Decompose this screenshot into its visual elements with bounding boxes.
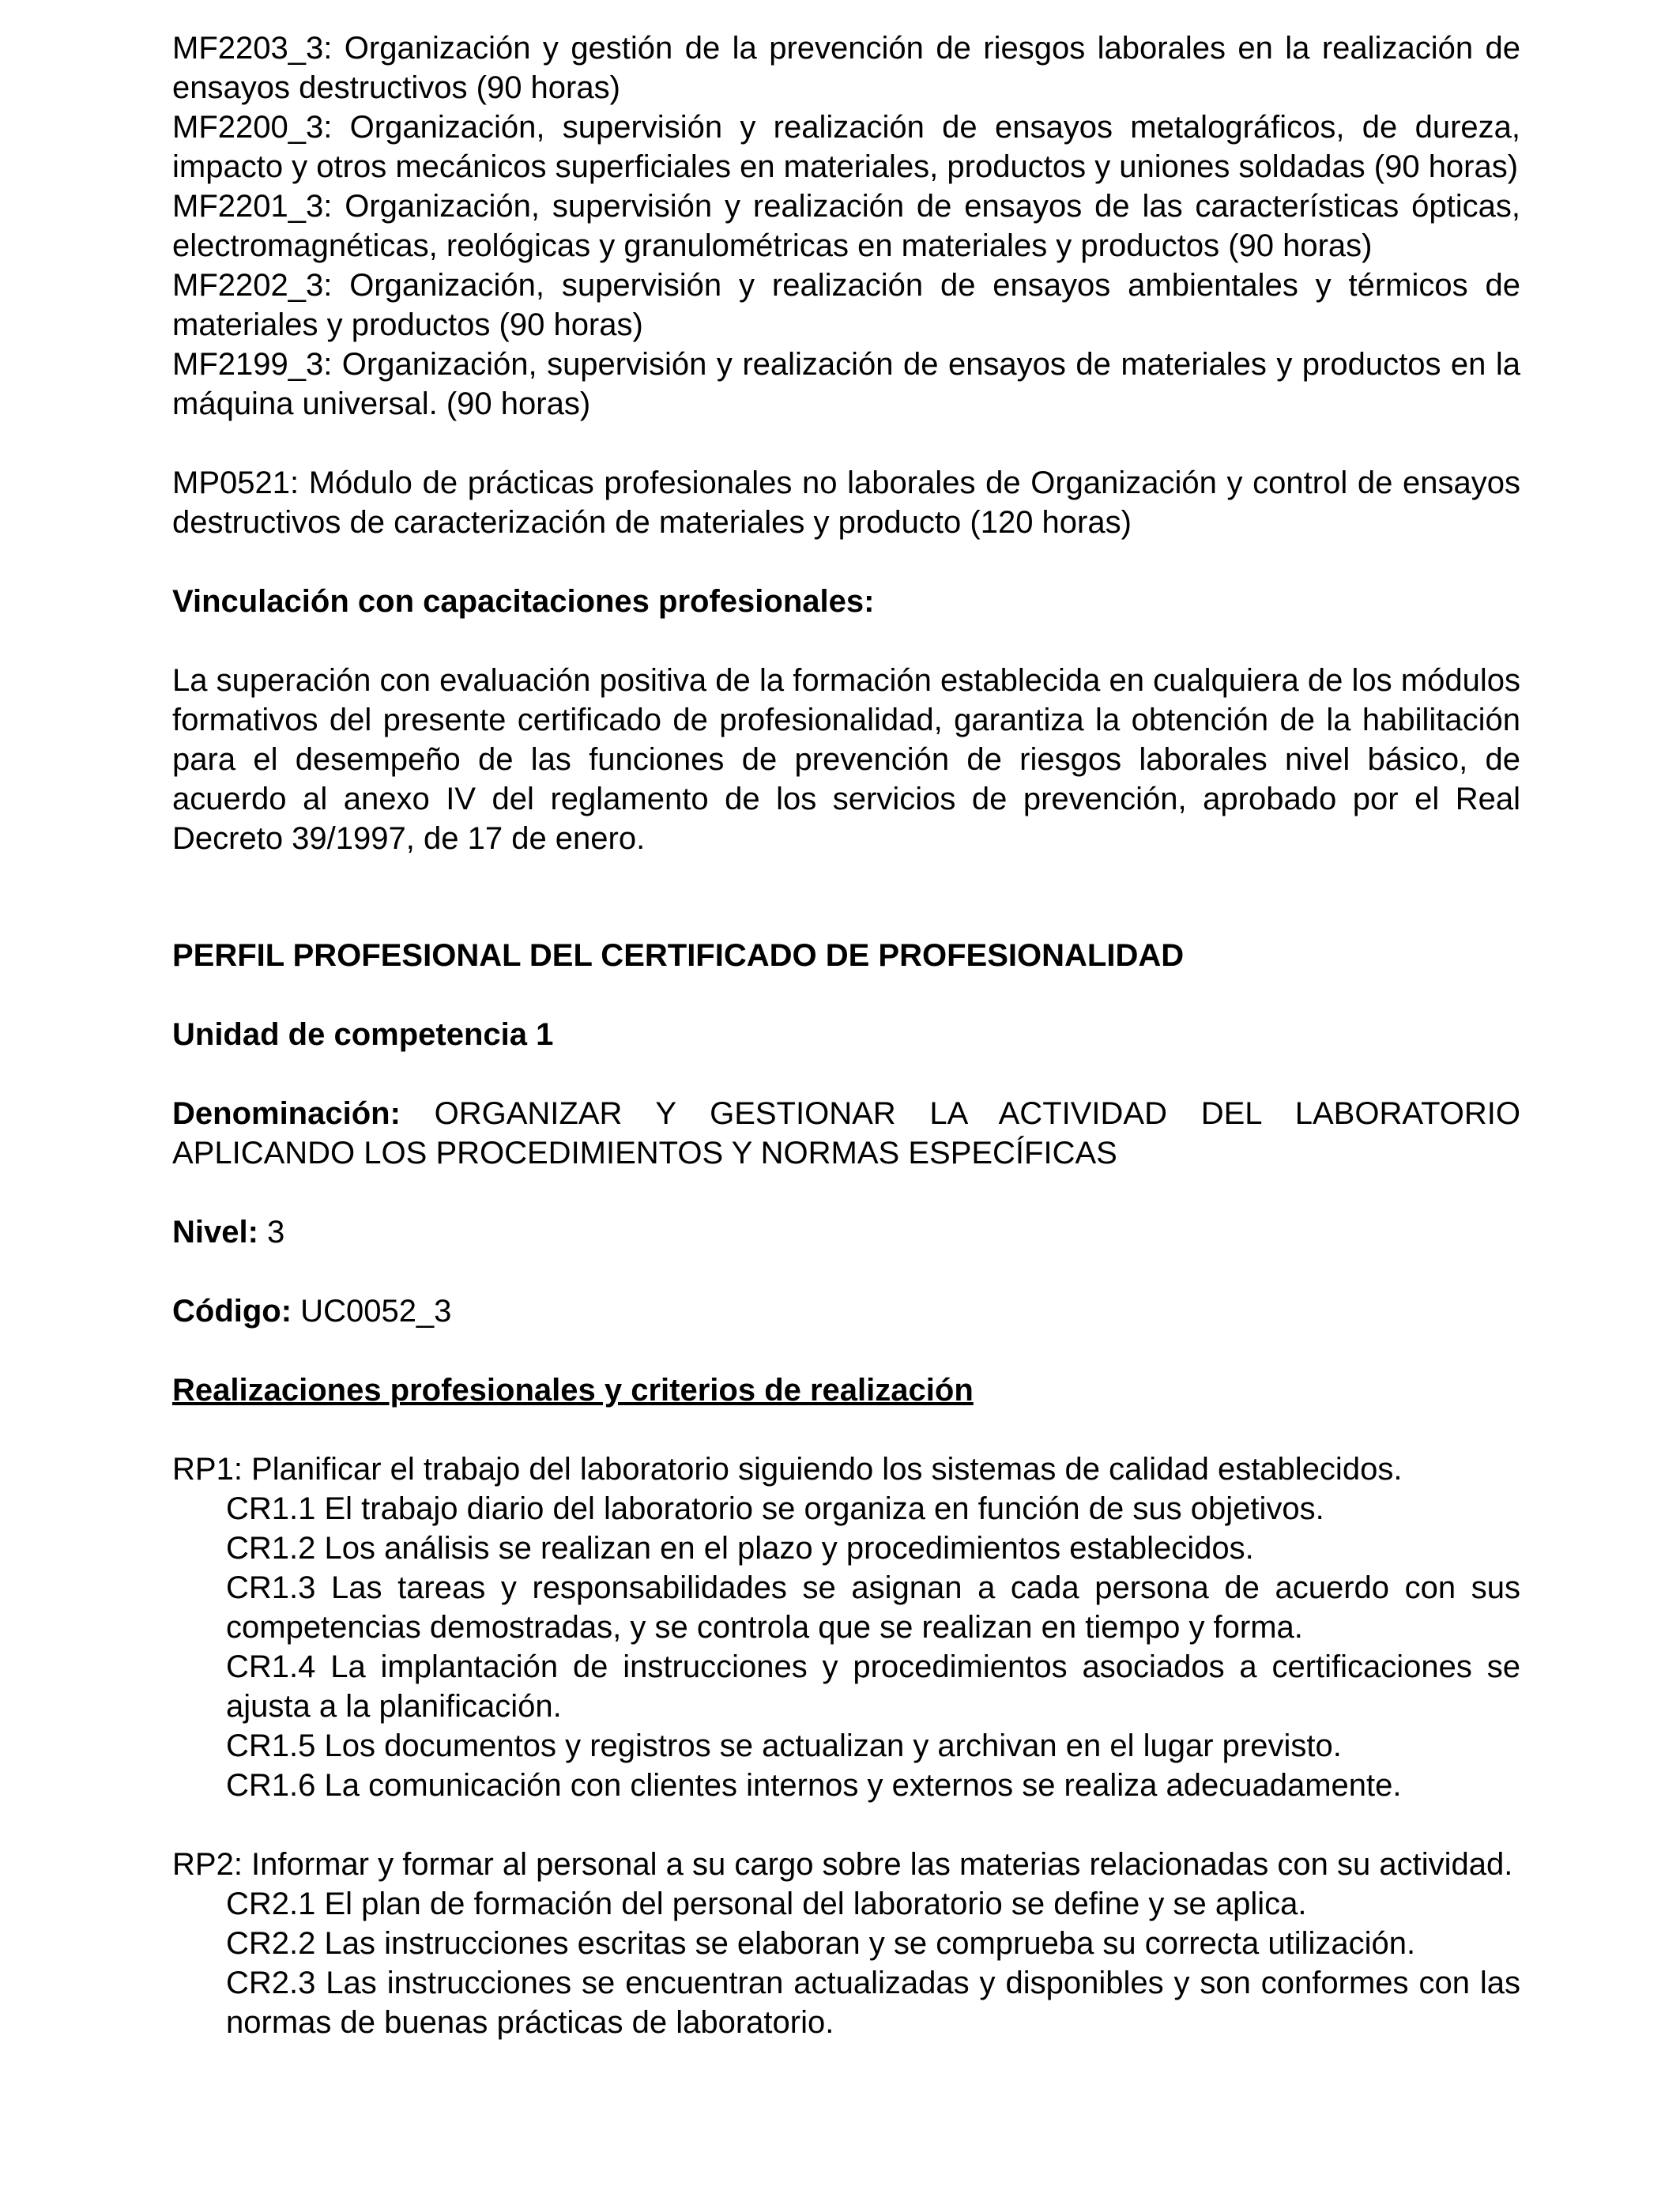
denominacion xyxy=(172,1094,1520,1173)
module-item: MF2201_3: Organización, supervisión y realización de ensayos de las características ópticas, electromagnéticas, reológicas y granulométricas en materiales y productos (90 horas) xyxy=(172,189,1520,263)
vinculacion-text: La superación con evaluación positiva de la formación establecida en cualquiera de los módulos formativos del presente certificado de profesionalidad, garantiza la obtención de la habilitación para el desempeño de las funciones de prevención de riesgos laborales nivel básico, de acuerdo al anexo IV del reglamento de los servicios de prevención, aprobado por el Real Decreto 39/1997, de 17 de enero. xyxy=(172,663,1520,856)
module-item: MF2200_3: Organización, supervisión y realización de ensayos metalográficos, de dureza, impacto y otros mecánicos superficiales en materiales, productos y uniones soldadas (90 horas) xyxy=(172,110,1520,184)
criterion-item: CR2.1 El plan de formación del personal del laboratorio se define y se aplica. xyxy=(226,1887,1307,1921)
rp1-title: RP1: Planificar el trabajo del laboratorio siguiendo los sistemas de calidad establecidos. xyxy=(172,1452,1403,1487)
unidad-title: Unidad de competencia 1 xyxy=(172,1017,554,1052)
criterion-item: CR1.2 Los análisis se realizan en el plazo y procedimientos establecidos. xyxy=(226,1531,1254,1566)
module-item: MF2203_3: Organización y gestión de la prevención de riesgos laborales en la realización de ensayos destructivos (90 horas) xyxy=(172,31,1520,105)
codigo xyxy=(172,1291,1520,1331)
module-item: MF2199_3: Organización, supervisión y realización de ensayos de materiales y productos en la máquina universal. (90 horas) xyxy=(172,347,1520,421)
vinculacion-heading: Vinculación con capacitaciones profesionales: xyxy=(172,584,875,619)
criterion-item: CR1.6 La comunicación con clientes internos y externos se realiza adecuadamente. xyxy=(226,1768,1402,1803)
denominacion-label: Denominación: xyxy=(172,1096,401,1131)
criterion-item: CR1.3 Las tareas y responsabilidades se asignan a cada persona de acuerdo con sus competencias demostradas, y se controla que se realizan en tiempo y forma. xyxy=(226,1570,1520,1645)
document-page xyxy=(172,28,1520,2042)
criterion-item: CR2.2 Las instrucciones escritas se elaboran y se comprueba su correcta utilización. xyxy=(226,1926,1416,1961)
realizaciones-heading: Realizaciones profesionales y criterios de realización xyxy=(172,1373,974,1408)
criterion-item: CR1.4 La implantación de instrucciones y procedimientos asociados a certificaciones se ajusta a la planificación. xyxy=(226,1649,1520,1724)
criterion-item: CR1.5 Los documentos y registros se actualizan y archivan en el lugar previsto. xyxy=(226,1728,1342,1763)
nivel xyxy=(172,1212,1520,1252)
module-item: MF2202_3: Organización, supervisión y realización de ensayos ambientales y térmicos de materiales y productos (90 horas) xyxy=(172,268,1520,342)
rp2-title: RP2: Informar y formar al personal a su cargo sobre las materias relacionadas con su actividad. xyxy=(172,1847,1513,1882)
criterion-item: CR1.1 El trabajo diario del laboratorio se organiza en función de sus objetivos. xyxy=(226,1491,1324,1526)
criterion-item: CR2.3 Las instrucciones se encuentran actualizadas y disponibles y son conformes con las normas de buenas prácticas de laboratorio. xyxy=(226,1966,1520,2040)
nivel-value: 3 xyxy=(258,1215,285,1250)
nivel-label: Nivel: xyxy=(172,1215,258,1250)
codigo-label: Código: xyxy=(172,1294,292,1329)
perfil-heading: PERFIL PROFESIONAL DEL CERTIFICADO DE PROFESIONALIDAD xyxy=(172,938,1185,973)
codigo-value: UC0052_3 xyxy=(292,1294,452,1329)
denominacion-value: ORGANIZAR Y GESTIONAR LA ACTIVIDAD DEL LABORATORIO APLICANDO LOS PROCEDIMIENTOS Y NORMAS ESPECÍFICAS xyxy=(172,1096,1520,1171)
practicas-module: MP0521: Módulo de prácticas profesionales no laborales de Organización y control de ensayos destructivos de caracterización de materiales y producto (120 horas) xyxy=(172,466,1520,540)
